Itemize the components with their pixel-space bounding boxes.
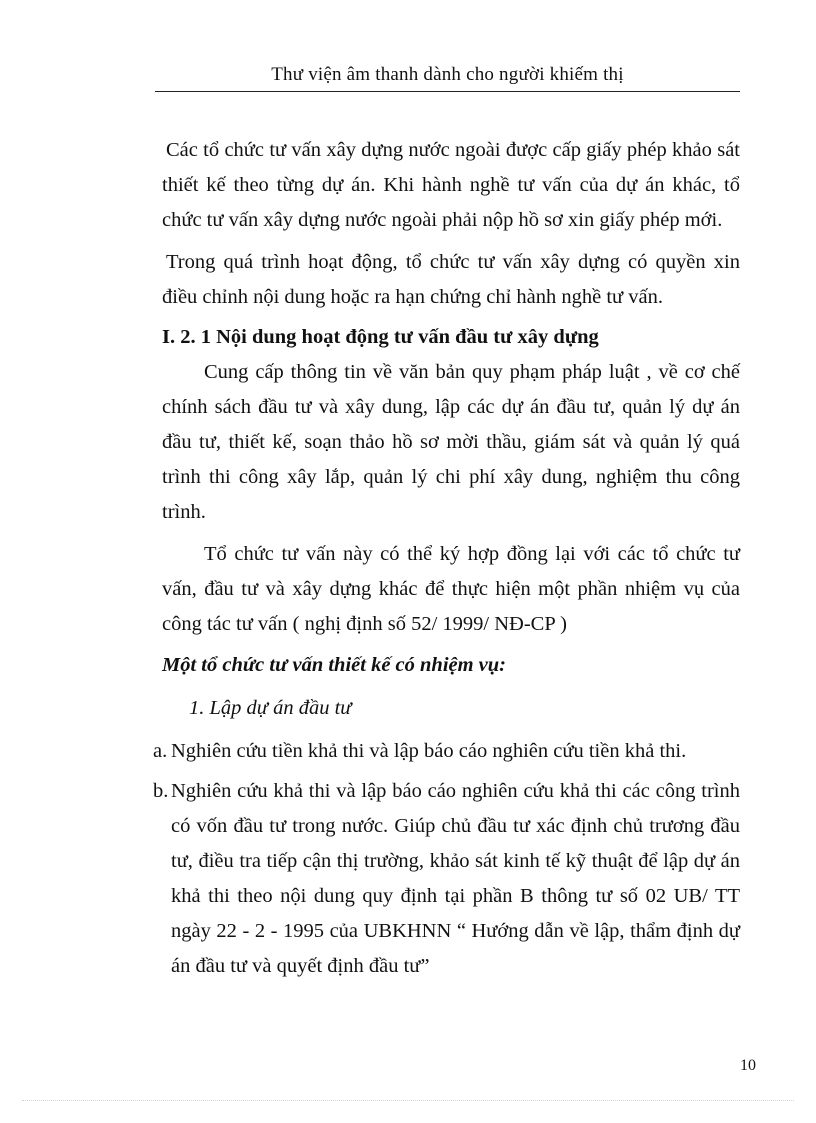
duties-subtitle: Một tổ chức tư vấn thiết kế có nhiệm vụ: (162, 654, 507, 676)
paragraph-foreign-license: Các tổ chức tư vấn xây dựng nước ngoài được cấp giấy phép khảo sát thiết kế theo từng dự án. Khi hành nghề tư vấn của dự án khác, tổ chức tư vấn xây dựng nước ngoài phải nộp hồ sơ xin giấy phép mới. (162, 139, 740, 231)
header-divider (155, 91, 740, 92)
page-header-title: Thư viện âm thanh dành cho người khiếm thị (271, 64, 624, 85)
numbered-item-title: 1. Lập dự án đầu tư (189, 697, 352, 719)
document-body (153, 133, 740, 984)
list-item (153, 734, 740, 769)
paragraph-adjustment-rights: Trong quá trình hoạt động, tổ chức tư vấn xây dựng có quyền xin điều chỉnh nội dung hoặc ra hạn chứng chỉ hành nghề tư vấn. (162, 251, 740, 308)
paragraph-services: Cung cấp thông tin về văn bản quy phạm pháp luật , về cơ chế chính sách đầu tư và xây dung, lập các dự án đầu tư, quản lý dự án đầu tư, thiết kế, soạn thảo hồ sơ mời thầu, giám sát và quản lý quá trình thi công xây lắp, quản lý chi phí xây dung, nghiệm thu công trình. (162, 361, 740, 523)
list-item (153, 774, 740, 984)
section-heading: I. 2. 1 Nội dung hoạt động tư vấn đầu tư xây dựng (162, 326, 599, 348)
page-number: 10 (740, 1057, 756, 1074)
footer-divider (22, 1100, 794, 1101)
duties-list (153, 734, 740, 984)
list-item-text: Nghiên cứu khả thi và lập báo cáo nghiên cứu khả thi các công trình có vốn đầu tư trong nước. Giúp chủ đầu tư xác định chủ trương đầu tư, điều tra tiếp cận thị trường, khảo sát kinh tế kỹ thuật để lập dự án khả thi theo nội dung quy định tại phần B thông tư số 02 UB/ TT ngày 22 - 2 - 1995 của UBKHNN “ Hướng dẫn về lập, thẩm định dự án đầu tư và quyết định đầu tư” (171, 780, 740, 977)
list-marker: b. (153, 780, 169, 802)
list-item-text: Nghiên cứu tiền khả thi và lập báo cáo nghiên cứu tiền khả thi. (171, 740, 687, 762)
list-marker: a. (153, 740, 168, 762)
paragraph-subcontract: Tổ chức tư vấn này có thể ký hợp đồng lại với các tổ chức tư vấn, đầu tư và xây dựng khác để thực hiện một phần nhiệm vụ của công tác tư vấn ( nghị định số 52/ 1999/ NĐ-CP ) (162, 543, 740, 635)
